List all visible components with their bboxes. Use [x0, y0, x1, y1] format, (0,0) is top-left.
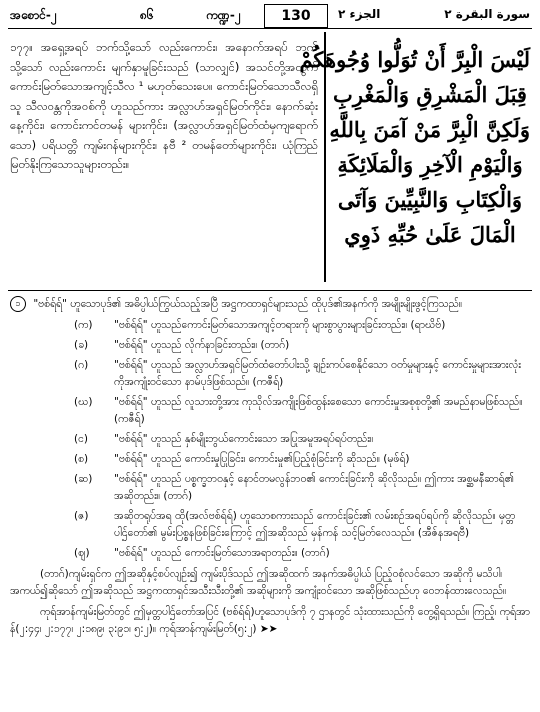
arabic-line: وَالْكِتَابِ وَالنَّبِيِّينَ وَآتَى	[337, 187, 523, 212]
footnotes	[8, 296, 532, 638]
item-label: (စ)	[74, 453, 89, 465]
page-number: 130	[264, 4, 328, 28]
item-label: (ဃ)	[74, 396, 93, 408]
item-text: "ဗစ်ရ်ရ်" ဟူသည် ကောင်းမှုပြုခြင်း၊ ကောင်းမှု၏ပြည့်စုံခြင်းကို ဆိုသည်။ (မုဖ်ရ်)	[114, 453, 410, 465]
list-item	[8, 317, 532, 334]
item-text: "ဗစ်ရ်ရ်" ဟူသည်ကောင်းမြတ်သောအကျင့်တရားကို များစွာပွားများခြင်းတည်း။ (ရာဃိဗ်)	[114, 319, 446, 331]
item-label: (င)	[74, 433, 89, 445]
item-text: အဆိုတရုပ်အရ ထို(အလ်ဗစ်ရ်ရ်) ဟူသောစကားသည် ကောင်းခြင်း၏ လမ်းစဉ်အရပ်ရပ်ကို ဆိုလိုသည်။ မှတ္တပါဌ်တော်၏ မွမ်းပြစ္စနဖြစ်ခြင်းကြောင့် ဤအဆိုသည် မှန်ကန် သင့်မြတ်လေသည်။ (အီဇ်နအရဗီ)	[114, 510, 516, 539]
footnote-intro	[8, 296, 532, 313]
item-label: (ဆ)	[74, 473, 93, 485]
arabic-verse	[299, 42, 530, 252]
list-item	[8, 431, 532, 448]
reference-paragraph	[8, 604, 532, 638]
arabic-line: الْمَالَ عَلَىٰ حُبِّهِ ذَوِي	[344, 222, 516, 247]
footnote-intro-text: "ဗစ်ရ်ရ်" ဟူသောပုဒ်၏ အဓိပ္ပါယ်ကြွယ်သည့်အပြီ အဋ္ဌကထာရှင်များသည် ထိုပုဒ်၏အနက်ကို အမျိုးမျိုးဖွင့်ကြသည်။	[33, 298, 463, 310]
section-label: ကဏ္ဍ-၂	[206, 8, 241, 22]
list-item	[8, 394, 532, 428]
arabic-line: لَيْسَ الْبِرَّ أَنْ تُوَلُّوا وُجُوهَكُمْ	[299, 47, 530, 72]
footnote-marker: ၁	[10, 296, 26, 312]
quran-page	[8, 4, 532, 708]
item-label: (က)	[74, 319, 93, 331]
footnote-list	[8, 317, 532, 562]
item-text: "ဗစ်ရ်ရ်" ဟူသည် ကောင်းမြတ်သောအရာတည်း။ (တာဂ်)	[114, 547, 330, 559]
volume-label: အစောင်-၂	[10, 8, 57, 22]
item-text: "ဗစ်ရ်ရ်" ဟူသည် အလ္လာဟ်အရှင်မြတ်ထံတော်ပါးသို့ ချဉ်းကပ်စေနိုင်သော ဝတ်မှုများနှင့် ကောင်းမှုများအားလုံးကိုအကျုံးဝင်သော နာမ်ပုဒ်ဖြစ်သည်။ (ကဇီရ်)	[114, 359, 521, 388]
item-label: (ဇ)	[74, 510, 89, 522]
surah-title: سورة البقرة ٢	[444, 7, 530, 21]
part-number: ၈၆	[140, 8, 154, 22]
item-label: (ဈ)	[74, 547, 90, 559]
item-text: "ဗစ်ရ်ရ်" ဟူသည် ပစ္စက္ခဘဝနှင့် နောင်တမလွန်ဘဝ၏ ကောင်းခြင်းကို ဆိုလိုသည်။ ဤကား အစ္ဆမနီဆာရ်၏ အဆိုတည်း။ (တာဂ်)	[114, 473, 514, 502]
list-item	[8, 451, 532, 468]
item-text: "ဗစ်ရ်ရ်" ဟူသည် နှစ်မျိုးဘွယ်ကောင်းသော အပြုအမူအရပ်ရပ်တည်း။	[114, 433, 374, 445]
list-item	[8, 337, 532, 354]
list-item	[8, 471, 532, 505]
item-text: "ဗစ်ရ်ရ်" ဟူသည် လိုက်နာခြင်းတည်း။ (တာဂ်)	[114, 339, 290, 351]
arabic-line: وَلَكِنَّ الْبِرَّ مَنْ آمَنَ بِاللَّهِ	[329, 117, 530, 142]
juz-label: الجزء ٢	[338, 7, 381, 21]
list-item	[8, 357, 532, 391]
verse-section	[8, 32, 532, 291]
item-label: (ခ)	[74, 339, 89, 351]
item-label: (ဂ)	[74, 359, 89, 371]
commentary-paragraph: (တာဂ်)ကျမ်းရှင်က ဤအဆိုနှင့်စပ်လျဉ်း၍ ကျမ်းပိုဒ်သည် ဤအဆိုထက် အနက်အဓိပ္ပါယ် ပြည့်ဝစုံလင်သော အဆိုကို မသိပါ၊ အကယ်၍ဆိုသော် ဤအဆိုသည် အဋ္ဌကထာရှင်အသီးသီးတို့၏ အဆိုများကို အကျုံးဝင်သော အဆိုဖြစ်သည်ဟု ဝေဘန်ထားလေသည်။	[10, 568, 507, 597]
burmese-translation: ၁၇၇။ အရှေ့အရပ် ဘက်သို့သော် လည်းကောင်း၊ အနောက်အရပ် ဘက်သို့သော် လည်းကောင်း မျက်နှာမူခြင်းသည် (သာလျှင်) အသင်တို့အတွက် ကောင်းမြတ်သောအကျင့်သီလ ¹ မဟုတ်သေးပေ။ ကောင်းမြတ်သောသီလရှိသူ သီလဝန္တကိုအဝစ်ကို ဟူသည်ကား အလ္လာဟ်အရှင်မြတ်ကိုင်း၊ နောက်ဆုံးနေ့ကိုင်း၊ ကောင်းကင်တမန် များကိုင်း၊ (အလ္လာဟ်အရှင်မြတ်ထံမှကျရောက်သော) ပရိယတ္တိ ကျမ်းဂန်များကိုင်း၊ နဗီ ² တမန်တော်များကိုင်း၊ ယုံကြည်မြတ်နိုးကြသောသူများတည်း။	[10, 40, 318, 171]
item-text: "ဗစ်ရ်ရ်" ဟူသည် လူသားတို့အား ကုသိုလ်အကျိုးဖြစ်ထွန်းစေသော ကောင်းမှုအစုစုတို့၏ အမည်နာမဖြစ်သည်။ (ကဇီရ်)	[114, 396, 523, 425]
continue-arrow-icon: ➤➤	[259, 623, 278, 635]
reference-text: ကုရ်အာန်ကျမ်းမြတ်တွင် ဤမှတ္တပါဌ်တော်အပြင် (ဗစ်ရ်ရ်)ဟူသောပုဒ်ကို ၇ ဌာနတွင် သုံးထားသည်ကို တွေ့ရှိရသည်။ ကြည့်၊ ကုရ်အာန်(၂:၄၄၊ ၂:၁၇၇၊ ၂:၁၈၉၊ ၃:၉၁၊ ၅:၂)။ ကုရ်အာန်ကျမ်းမြတ်(၅:၂)	[10, 606, 530, 635]
page-header	[8, 4, 532, 29]
arabic-line: وَالْيَوْمِ الْآخِرِ وَالْمَلَائِكَةِ	[337, 152, 523, 177]
list-item	[8, 508, 532, 542]
arabic-line: قِبَلَ الْمَشْرِقِ وَالْمَغْرِبِ	[333, 82, 527, 107]
list-item	[8, 545, 532, 562]
